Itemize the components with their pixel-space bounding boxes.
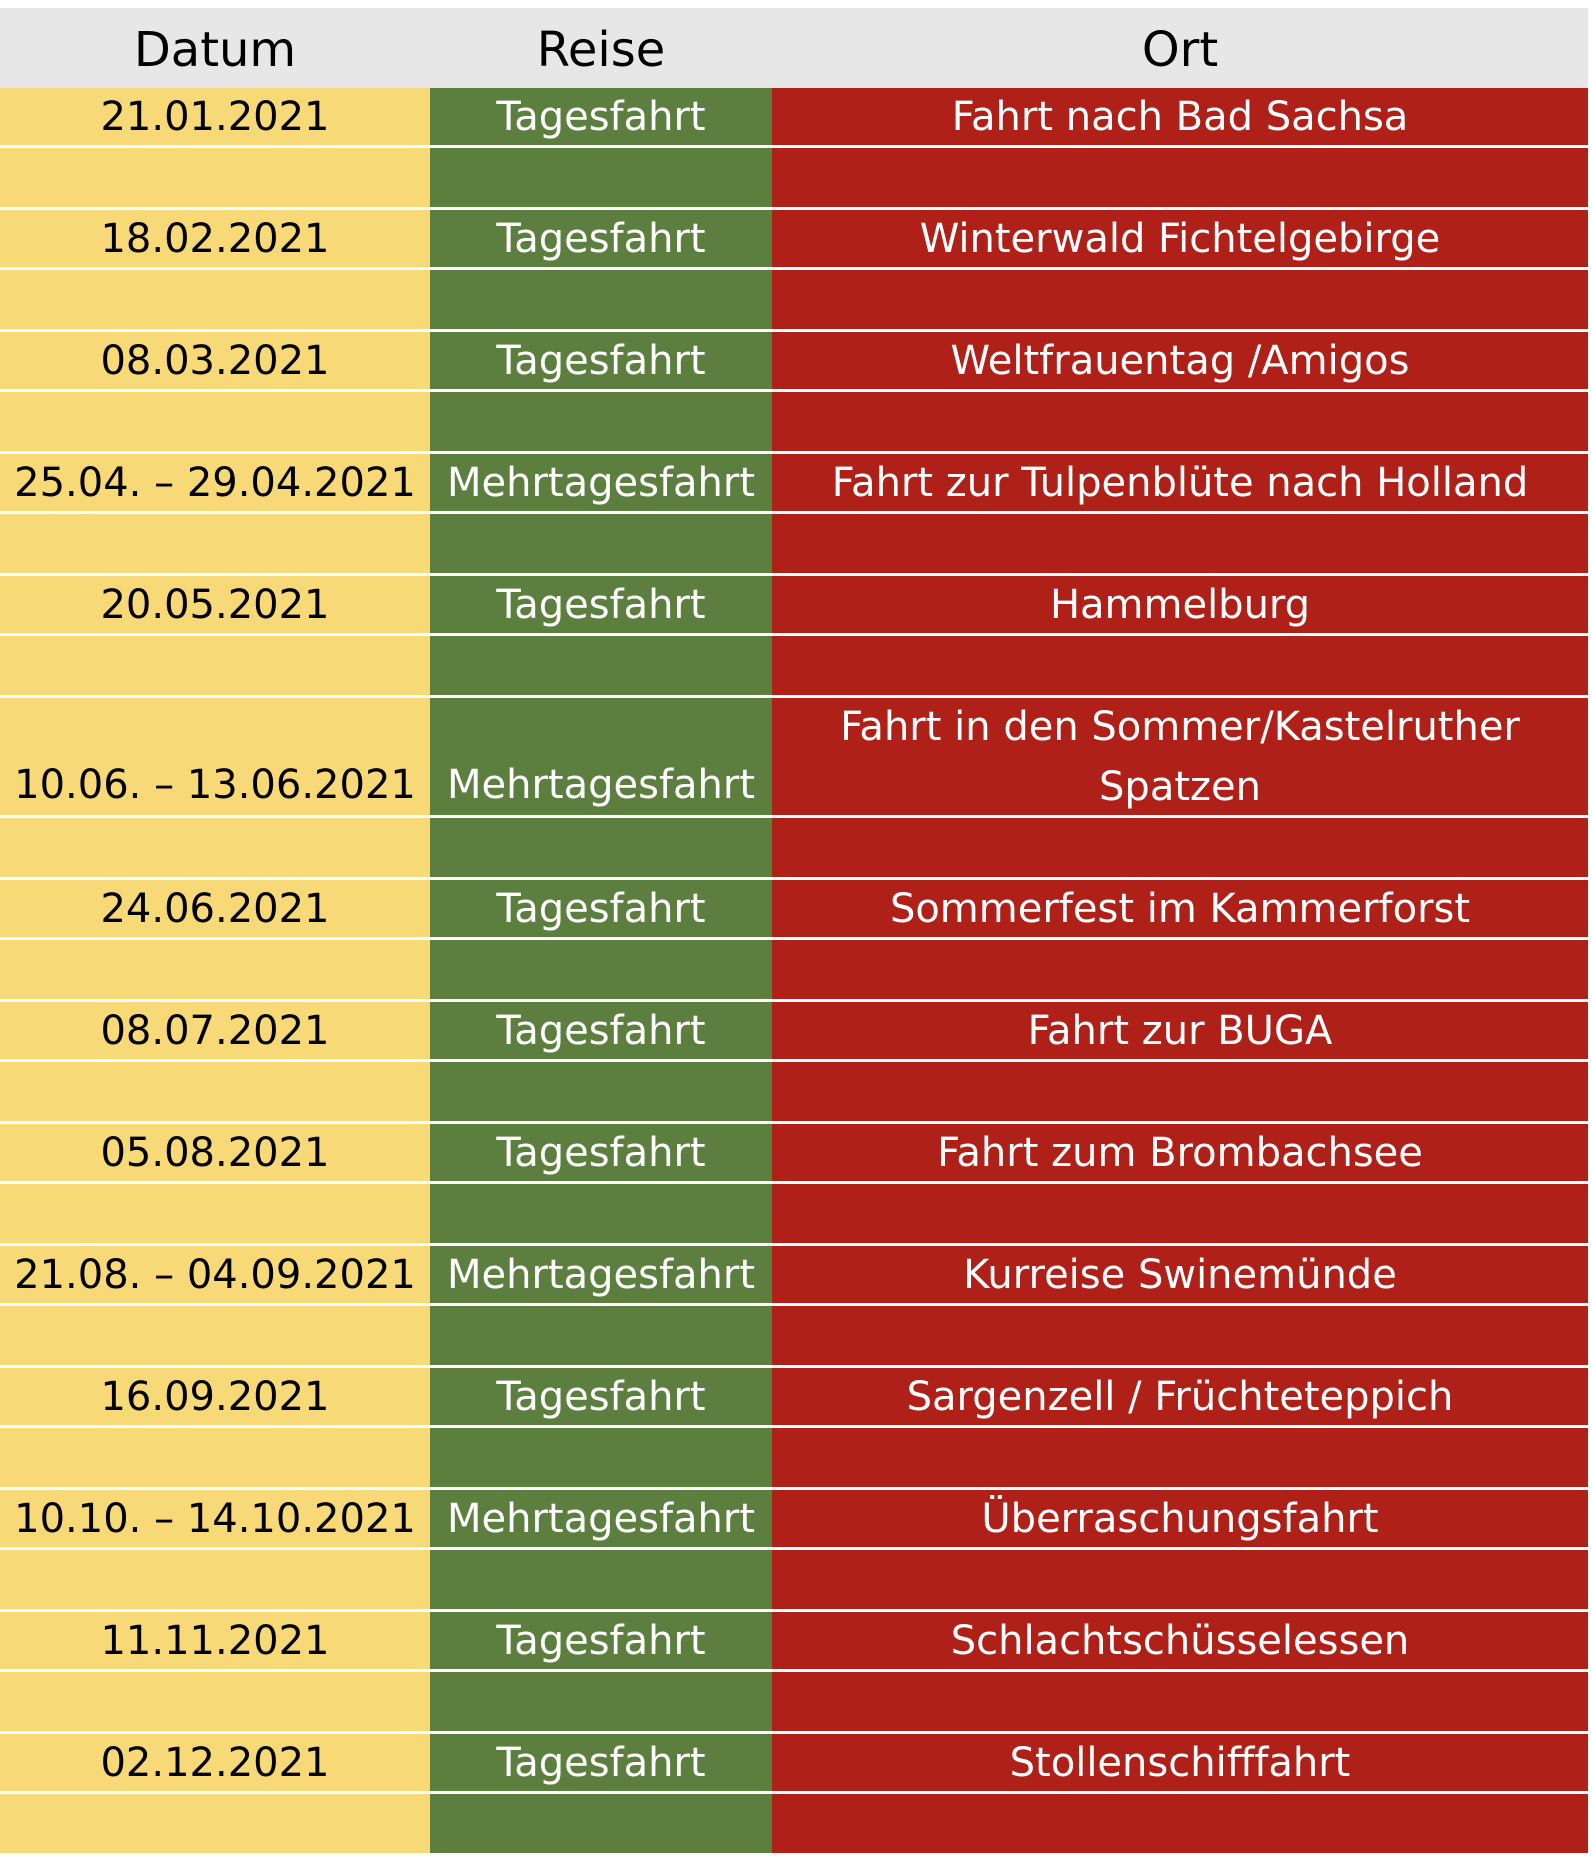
spacer-row [0, 1184, 1588, 1246]
row-place: Fahrt zur Tulpenblüte nach Holland [772, 454, 1588, 514]
spacer-date-cell [0, 148, 430, 210]
header-type: Reise [430, 8, 772, 88]
spacer-date-cell [0, 940, 430, 1002]
spacer-place-cell [772, 940, 1588, 1002]
table-row [0, 1612, 1588, 1672]
row-type: Mehrtagesfahrt [430, 1246, 772, 1306]
table-row [0, 698, 1588, 818]
row-date: 24.06.2021 [0, 880, 430, 940]
spacer-date-cell [0, 1184, 430, 1246]
spacer-row [0, 1672, 1588, 1734]
spacer-date-cell [0, 1062, 430, 1124]
row-place: Fahrt nach Bad Sachsa [772, 88, 1588, 148]
row-place: Fahrt zur BUGA [772, 1002, 1588, 1062]
spacer-date-cell [0, 1428, 430, 1490]
spacer-place-cell [772, 392, 1588, 454]
spacer-place-cell [772, 1672, 1588, 1734]
row-type: Tagesfahrt [430, 880, 772, 940]
row-date: 08.07.2021 [0, 1002, 430, 1062]
table-row [0, 88, 1588, 148]
row-date: 21.01.2021 [0, 88, 430, 148]
row-type: Tagesfahrt [430, 1002, 772, 1062]
spacer-type-cell [430, 392, 772, 454]
row-place: Stollenschifffahrt [772, 1734, 1588, 1794]
table-row [0, 210, 1588, 270]
spacer-date-cell [0, 636, 430, 698]
table-row [0, 1124, 1588, 1184]
table-row [0, 1002, 1588, 1062]
spacer-place-cell [772, 1794, 1588, 1856]
row-date: 25.04. – 29.04.2021 [0, 454, 430, 514]
spacer-type-cell [430, 1794, 772, 1856]
spacer-place-cell [772, 1184, 1588, 1246]
spacer-place-cell [772, 514, 1588, 576]
row-type: Tagesfahrt [430, 210, 772, 270]
table-row [0, 1734, 1588, 1794]
row-date: 16.09.2021 [0, 1368, 430, 1428]
spacer-date-cell [0, 1794, 430, 1856]
spacer-place-cell [772, 818, 1588, 880]
row-place: Winterwald Fichtelgebirge [772, 210, 1588, 270]
spacer-row [0, 1306, 1588, 1368]
spacer-type-cell [430, 1184, 772, 1246]
row-type: Tagesfahrt [430, 332, 772, 392]
row-date: 11.11.2021 [0, 1612, 430, 1672]
spacer-type-cell [430, 270, 772, 332]
spacer-type-cell [430, 940, 772, 1002]
row-type: Tagesfahrt [430, 1612, 772, 1672]
table-row [0, 1246, 1588, 1306]
spacer-place-cell [772, 1306, 1588, 1368]
spacer-type-cell [430, 636, 772, 698]
spacer-date-cell [0, 392, 430, 454]
table-row [0, 576, 1588, 636]
spacer-type-cell [430, 1672, 772, 1734]
row-place: Weltfrauentag /Amigos [772, 332, 1588, 392]
table-row [0, 880, 1588, 940]
spacer-place-cell [772, 1428, 1588, 1490]
spacer-date-cell [0, 270, 430, 332]
row-place: Fahrt zum Brombachsee [772, 1124, 1588, 1184]
row-type: Tagesfahrt [430, 88, 772, 148]
row-date: 02.12.2021 [0, 1734, 430, 1794]
spacer-row [0, 148, 1588, 210]
row-date: 18.02.2021 [0, 210, 430, 270]
row-type: Tagesfahrt [430, 1368, 772, 1428]
spacer-type-cell [430, 1550, 772, 1612]
spacer-row [0, 940, 1588, 1002]
table-row [0, 332, 1588, 392]
spacer-row [0, 1062, 1588, 1124]
spacer-row [0, 270, 1588, 332]
spacer-type-cell [430, 514, 772, 576]
row-date: 10.06. – 13.06.2021 [0, 698, 430, 818]
spacer-row [0, 1550, 1588, 1612]
table-header-row [0, 8, 1588, 88]
row-type: Tagesfahrt [430, 1734, 772, 1794]
row-date: 05.08.2021 [0, 1124, 430, 1184]
spacer-type-cell [430, 1062, 772, 1124]
spacer-place-cell [772, 270, 1588, 332]
spacer-place-cell [772, 1062, 1588, 1124]
header-place: Ort [772, 8, 1588, 88]
row-date: 10.10. – 14.10.2021 [0, 1490, 430, 1550]
spacer-type-cell [430, 818, 772, 880]
row-type: Tagesfahrt [430, 576, 772, 636]
spacer-place-cell [772, 636, 1588, 698]
row-type: Mehrtagesfahrt [430, 698, 772, 818]
row-type: Mehrtagesfahrt [430, 454, 772, 514]
travel-schedule-table [0, 8, 1588, 1856]
table-row [0, 454, 1588, 514]
row-date: 08.03.2021 [0, 332, 430, 392]
spacer-place-cell [772, 148, 1588, 210]
row-place: Fahrt in den Sommer/Kastelruther Spatzen [772, 698, 1588, 818]
spacer-row [0, 818, 1588, 880]
spacer-row [0, 392, 1588, 454]
spacer-row [0, 1794, 1588, 1856]
spacer-row [0, 1428, 1588, 1490]
spacer-row [0, 636, 1588, 698]
spacer-row [0, 514, 1588, 576]
row-place: Hammelburg [772, 576, 1588, 636]
spacer-date-cell [0, 514, 430, 576]
row-place: Sargenzell / Früchteteppich [772, 1368, 1588, 1428]
row-type: Mehrtagesfahrt [430, 1490, 772, 1550]
spacer-date-cell [0, 1306, 430, 1368]
spacer-place-cell [772, 1550, 1588, 1612]
spacer-date-cell [0, 818, 430, 880]
row-place: Kurreise Swinemünde [772, 1246, 1588, 1306]
row-place: Schlachtschüsselessen [772, 1612, 1588, 1672]
spacer-type-cell [430, 148, 772, 210]
row-place: Überraschungsfahrt [772, 1490, 1588, 1550]
row-type: Tagesfahrt [430, 1124, 772, 1184]
spacer-date-cell [0, 1672, 430, 1734]
row-date: 21.08. – 04.09.2021 [0, 1246, 430, 1306]
row-date: 20.05.2021 [0, 576, 430, 636]
spacer-type-cell [430, 1306, 772, 1368]
table-row [0, 1368, 1588, 1428]
row-place: Sommerfest im Kammerforst [772, 880, 1588, 940]
spacer-type-cell [430, 1428, 772, 1490]
table-row [0, 1490, 1588, 1550]
header-date: Datum [0, 8, 430, 88]
spacer-date-cell [0, 1550, 430, 1612]
